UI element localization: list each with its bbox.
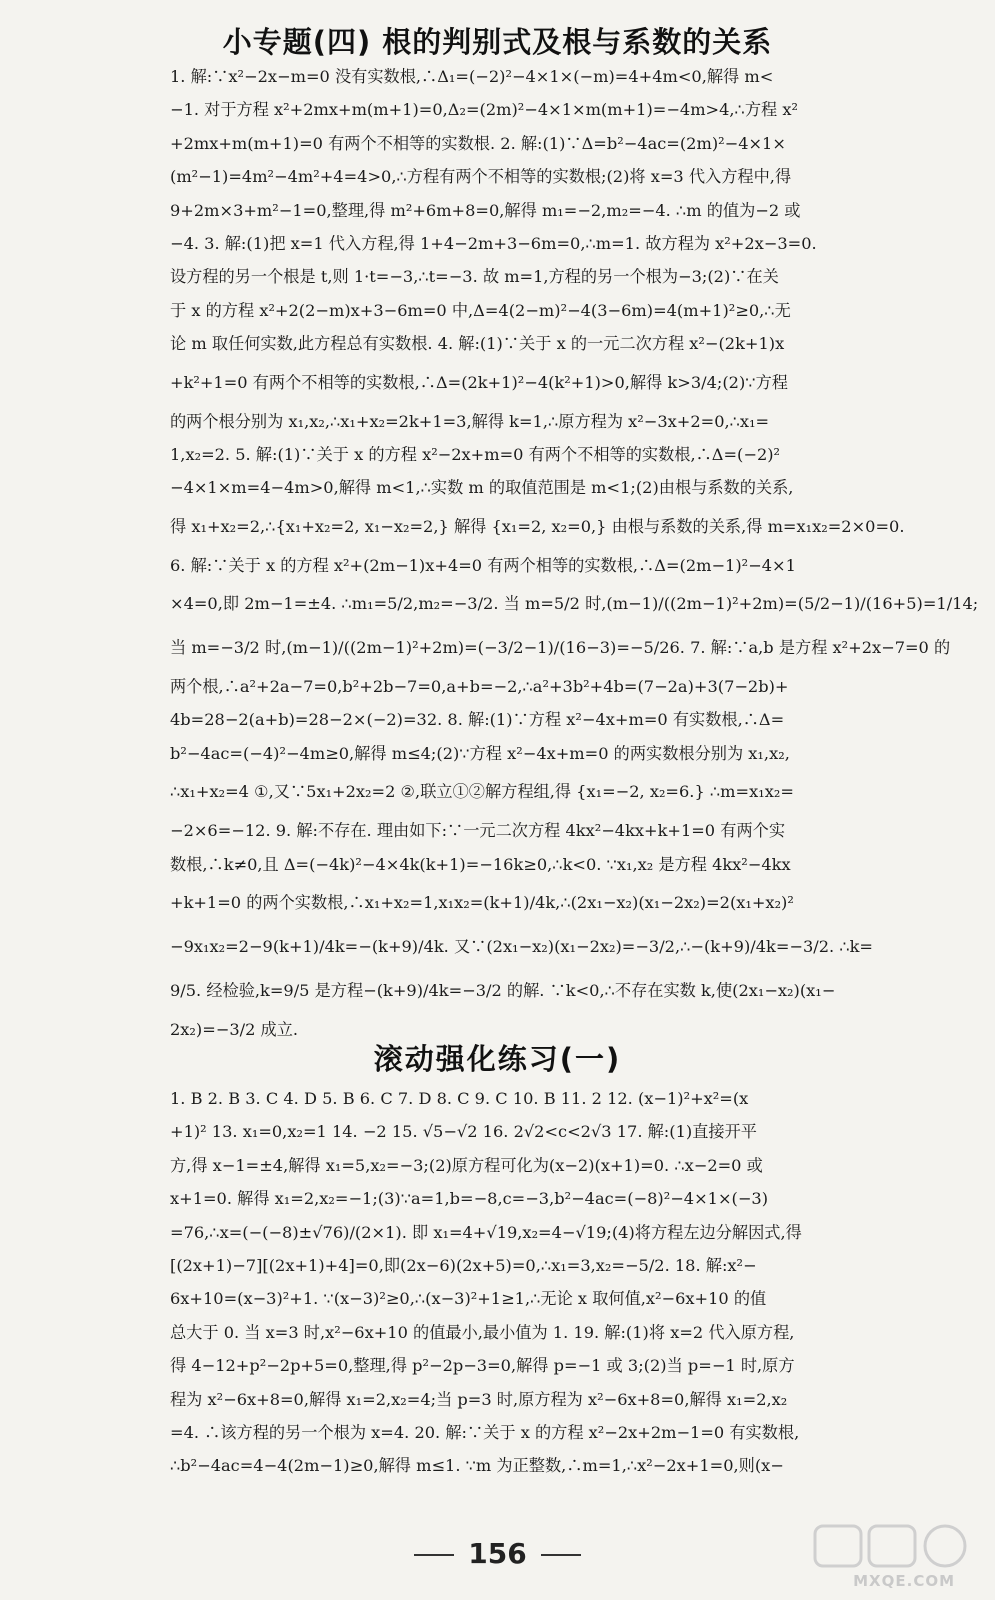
text-line: 得 x₁+x₂=2,∴{x₁+x₂=2, x₁−x₂=2,} 解得 {x₁=2, x₂=0,} 由根与系数的关系,得 m=x₁x₂=2×0=0.	[170, 516, 905, 536]
text-line: x+1=0. 解得 x₁=2,x₂=−1;(3)∵a=1,b=−8,c=−3,b²−4ac=(−8)²−4×1×(−3)	[170, 1189, 769, 1209]
text-line: 总大于 0. 当 x=3 时,x²−6x+10 的值最小,最小值为 1. 19. 解:(1)将 x=2 代入原方程,	[170, 1322, 795, 1342]
text-line: 论 m 取任何实数,此方程总有实数根. 4. 解:(1)∵关于 x 的一元二次方程 x²−(2k+1)x	[170, 334, 785, 354]
text-line: [(2x+1)−7][(2x+1)+4]=0,即(2x−6)(2x+5)=0,∴x₁=3,x₂=−5/2. 18. 解:x²−	[170, 1255, 757, 1275]
watermark-text: MXQE.COM	[853, 1572, 955, 1590]
text-line: ∴x₁+x₂=4 ①,又∵5x₁+2x₂=2 ②,联立①②解方程组,得 {x₁=−2, x₂=6.} ∴m=x₁x₂=	[170, 782, 794, 802]
dash-left	[414, 1554, 454, 1556]
text-line: 4b=28−2(a+b)=28−2×(−2)=32. 8. 解:(1)∵方程 x²−4x+m=0 有实数根,∴Δ=	[170, 710, 785, 730]
text-line: 6x+10=(x−3)²+1. ∵(x−3)²≥0,∴(x−3)²+1≥1,∴无论 x 取何值,x²−6x+10 的值	[170, 1289, 767, 1309]
text-line: ×4=0,即 2m−1=±4. ∴m₁=5/2,m₂=−3/2. 当 m=5/2 时,(m−1)/((2m−1)²+2m)=(5/2−1)/(16+5)=1/14;	[170, 594, 979, 614]
section-title: 小专题(四) 根的判别式及根与系数的关系	[222, 25, 773, 59]
text-line: 于 x 的方程 x²+2(2−m)x+3−6m=0 中,Δ=4(2−m)²−4(3−6m)=4(m+1)²≥0,∴无	[170, 300, 791, 320]
text-line: 方,得 x−1=±4,解得 x₁=5,x₂=−3;(2)原方程可化为(x−2)(x+1)=0. ∴x−2=0 或	[170, 1155, 763, 1175]
section-body	[170, 60, 979, 1046]
text-line: −4. 3. 解:(1)把 x=1 代入方程,得 1+4−2m+3−6m=0,∴m=1. 故方程为 x²+2x−3=0.	[170, 233, 817, 253]
section-body	[170, 1082, 810, 1483]
text-line: =4. ∴该方程的另一个根为 x=4. 20. 解:∵关于 x 的方程 x²−2x+2m−1=0 有实数根,	[170, 1422, 800, 1442]
text-line: (m²−1)=4m²−4m²+4=4>0,∴方程有两个不相等的实数根;(2)将 x=3 代入方程中,得	[170, 167, 792, 187]
text-line: 9/5. 经检验,k=9/5 是方程−(k+9)/4k=−3/2 的解. ∵k<0,∴不存在实数 k,使(2x₁−x₂)(x₁−	[170, 981, 836, 1001]
text-line: +k+1=0 的两个实数根,∴x₁+x₂=1,x₁x₂=(k+1)/4k,∴(2x₁−x₂)(x₁−2x₂)=2(x₁+x₂)²	[170, 893, 794, 913]
text-line: 两个根,∴a²+2a−7=0,b²+2b−7=0,a+b=−2,∴a²+3b²+4b=(7−2a)+3(7−2b)+	[170, 677, 789, 697]
dash-right	[541, 1554, 581, 1556]
text-line: b²−4ac=(−4)²−4m≥0,解得 m≤4;(2)∵方程 x²−4x+m=0 的两实数根分别为 x₁,x₂,	[170, 743, 790, 763]
text-line: −9x₁x₂=2−9(k+1)/4k=−(k+9)/4k. 又∵(2x₁−x₂)(x₁−2x₂)=−3/2,∴−(k+9)/4k=−3/2. ∴k=	[170, 937, 873, 957]
text-line: =76,∴x=(−(−8)±√76)/(2×1). 即 x₁=4+√19,x₂=4−√19;(4)将方程左边分解因式,得	[170, 1222, 802, 1242]
page-number-text: 156	[468, 1537, 527, 1570]
text-line: +2mx+m(m+1)=0 有两个不相等的实数根. 2. 解:(1)∵Δ=b²−4ac=(2m)²−4×1×	[170, 133, 786, 153]
text-line: −1. 对于方程 x²+2mx+m(m+1)=0,Δ₂=(2m)²−4×1×m(m+1)=−4m>4,∴方程 x²	[170, 100, 798, 120]
text-line: 6. 解:∵关于 x 的方程 x²+(2m−1)x+4=0 有两个相等的实数根,∴Δ=(2m−1)²−4×1	[170, 555, 796, 575]
section-title: 滚动强化练习(一)	[373, 1042, 622, 1076]
text-line: −4×1×m=4−4m>0,解得 m<1,∴实数 m 的取值范围是 m<1;(2)由根与系数的关系,	[170, 478, 794, 498]
watermark-logo	[807, 1522, 977, 1592]
text-line: +1)² 13. x₁=0,x₂=1 14. −2 15. √5−√2 16. 2√2<c<2√3 17. 解:(1)直接开平	[170, 1122, 757, 1142]
text-line: 数根,∴k≠0,且 Δ=(−4k)²−4×4k(k+1)=−16k≥0,∴k<0. ∵x₁,x₂ 是方程 4kx²−4kx	[170, 854, 791, 874]
text-line: ∴b²−4ac=4−4(2m−1)≥0,解得 m≤1. ∵m 为正整数,∴m=1,∴x²−2x+1=0,则(x−	[170, 1456, 784, 1476]
text-line: 当 m=−3/2 时,(m−1)/((2m−1)²+2m)=(−3/2−1)/(16−3)=−5/26. 7. 解:∵a,b 是方程 x²+2x−7=0 的	[170, 638, 951, 658]
text-line: −2×6=−12. 9. 解:不存在. 理由如下:∵一元二次方程 4kx²−4kx+k+1=0 有两个实	[170, 821, 786, 841]
text-line: 2x₂)=−3/2 成立.	[170, 1020, 299, 1040]
text-line: 1,x₂=2. 5. 解:(1)∵关于 x 的方程 x²−2x+m=0 有两个不相等的实数根,∴Δ=(−2)²	[170, 444, 781, 464]
text-line: 的两个根分别为 x₁,x₂,∴x₁+x₂=2k+1=3,解得 k=1,∴原方程为 x²−3x+2=0,∴x₁=	[170, 411, 770, 431]
text-line: 1. 解:∵x²−2x−m=0 没有实数根,∴Δ₁=(−2)²−4×1×(−m)=4+4m<0,解得 m<	[170, 67, 774, 86]
text-line: 设方程的另一个根是 t,则 1·t=−3,∴t=−3. 故 m=1,方程的另一个根为−3;(2)∵在关	[170, 267, 779, 287]
text-line: 程为 x²−6x+8=0,解得 x₁=2,x₂=4;当 p=3 时,原方程为 x²−6x+8=0,解得 x₁=2,x₂	[170, 1389, 788, 1409]
text-line: 1. B 2. B 3. C 4. D 5. B 6. C 7. D 8. C 9. C 10. B 11. 2 12. (x−1)²+x²=(x	[170, 1089, 749, 1108]
text-line: 9+2m×3+m²−1=0,整理,得 m²+6m+8=0,解得 m₁=−2,m₂=−4. ∴m 的值为−2 或	[170, 200, 801, 220]
text-line: +k²+1=0 有两个不相等的实数根,∴Δ=(2k+1)²−4(k²+1)>0,解得 k>3/4;(2)∵方程	[170, 372, 788, 392]
text-line: 得 4−12+p²−2p+5=0,整理,得 p²−2p−3=0,解得 p=−1 或 3;(2)当 p=−1 时,原方	[170, 1356, 795, 1376]
